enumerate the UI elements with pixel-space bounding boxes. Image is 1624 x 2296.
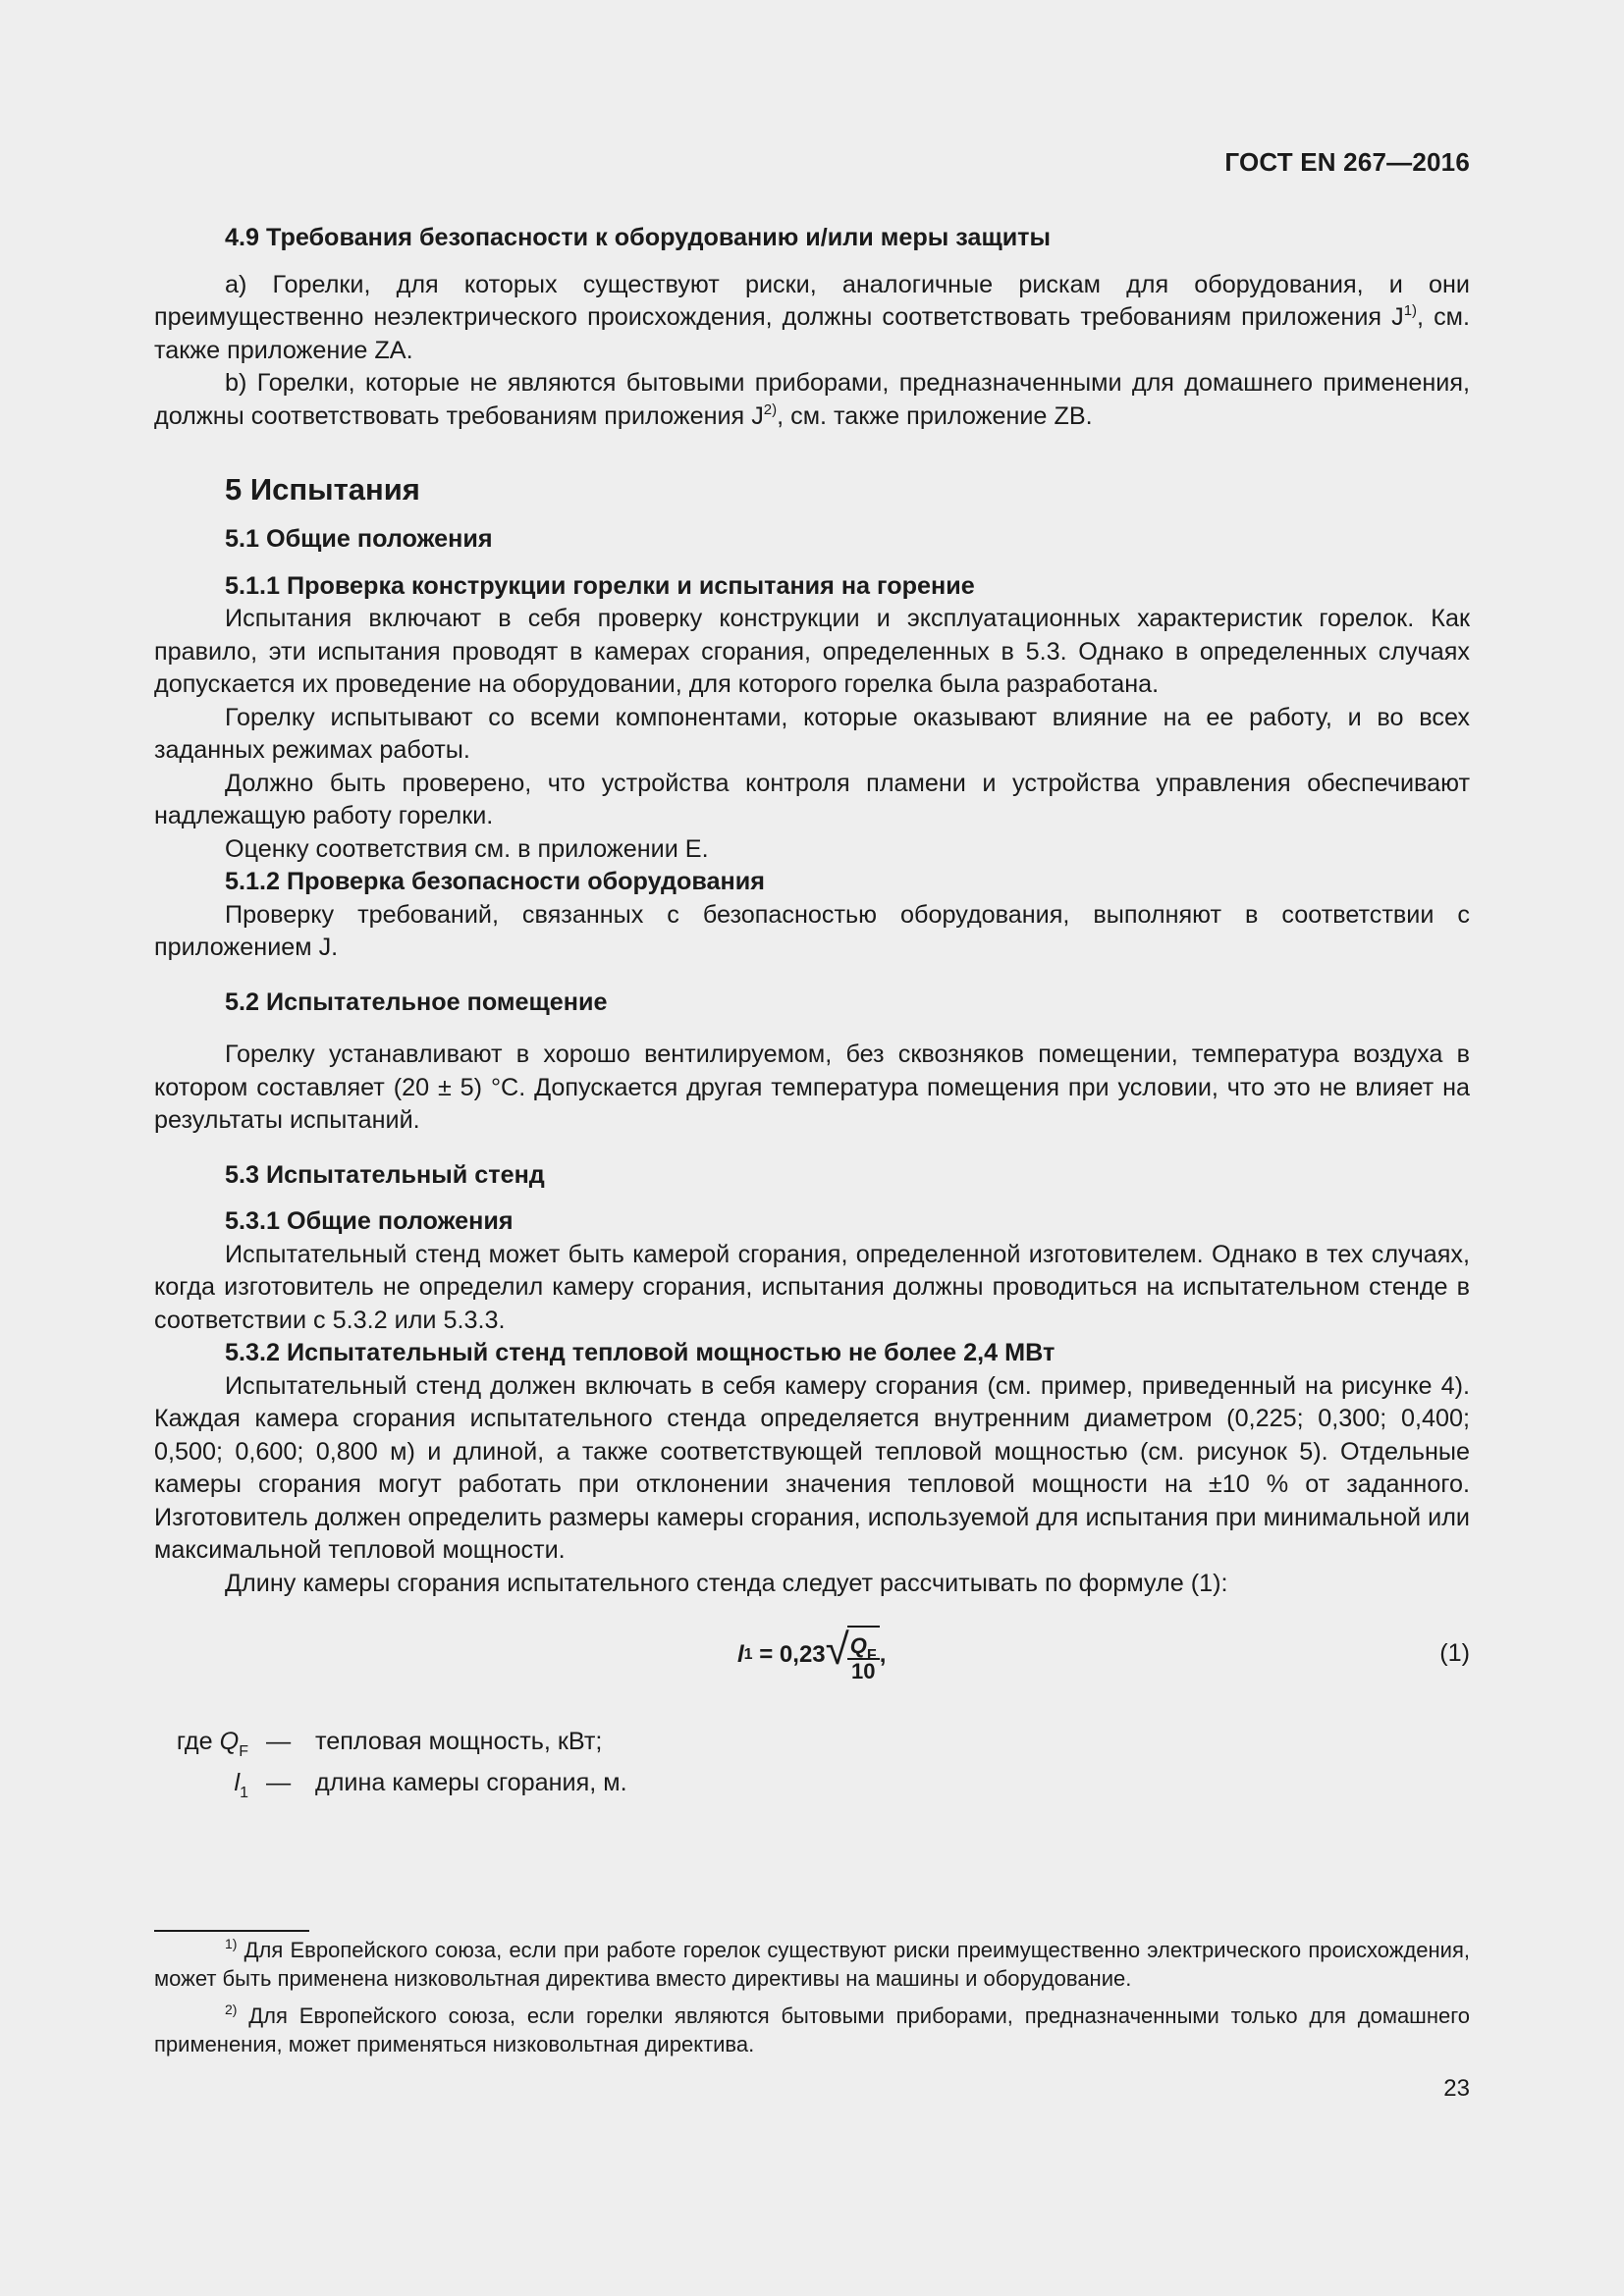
legend-where-word: где — [176, 1728, 213, 1755]
section-5-1-heading: 5.1 Общие положения — [225, 525, 493, 553]
formula-trailing-comma: , — [879, 1640, 887, 1668]
legend-row — [154, 1767, 1470, 1808]
main-content — [154, 222, 1470, 1808]
section-5-1-1-heading: 5.1.1 Проверка конструкции горелки и испытания на горение — [225, 571, 975, 600]
section-5-3-1-heading: 5.3.1 Общие положения — [225, 1207, 514, 1235]
footnote-mark: 2) — [225, 2002, 238, 2017]
fraction — [847, 1634, 880, 1683]
legend-sub: F — [239, 1743, 248, 1760]
paragraph-tail: , см. также приложение ZA. — [154, 303, 1470, 364]
legend-dash: — — [266, 1728, 292, 1755]
legend-symbol — [154, 1726, 266, 1759]
radical-sign-icon: √ — [825, 1626, 849, 1674]
paragraph-5-2-1: Горелку устанавливают в хорошо вентилируемом, без сквозняков помещении, температура воздуха в котором составляет (20 ± 5) °С. Допускается другая температура помещения при условии, что это не влияет на результаты испытаний. — [154, 1041, 1470, 1134]
footnote-divider — [154, 1930, 309, 1932]
numerator-subscript: F — [866, 1647, 877, 1664]
formula-lhs-variable: l — [737, 1640, 744, 1668]
legend-var: l — [234, 1769, 241, 1796]
paragraph-5-3-1-1: Испытательный стенд может быть камерой сгорания, определенной изготовителем. Однако в тех случаях, когда изготовитель не определил камеру сгорания, испытания должны проводиться на испытательном стенде в соответствии с 5.3.2 или 5.3.3. — [154, 1240, 1470, 1334]
legend-symbol — [154, 1767, 266, 1800]
paragraph-5-1-1-2: Горелку испытывают со всеми компонентами, которые оказывают влияние на ее работу, и во всех заданных режимах работы. — [154, 703, 1470, 764]
paragraph-5-3-2-1: Испытательный стенд должен включать в себя камеру сгорания (см. пример, приведенный на рисунке 4). Каждая камера сгорания испытательного стенда определяется внутренним диаметром (0,225; 0,300; 0,400; 0,500; 0,600; 0,800 м) и длиной, а также соответствующей тепловой мощностью (см. рисунок 5). Отдельные камеры сгорания могут работать при отклонении значения тепловой мощности на ±10 % от заданного. Изготовитель должен определить размеры камеры сгорания, используемой для испытания при минимальной или максимальной тепловой мощности. — [154, 1371, 1470, 1564]
section-5-1-2-heading: 5.1.2 Проверка безопасности оборудования — [225, 868, 765, 895]
section-5-heading: 5 Испытания — [225, 472, 420, 507]
section-5-3-heading: 5.3 Испытательный стенд — [225, 1160, 545, 1189]
paragraph-4-9-a — [154, 269, 1470, 368]
formula-legend — [154, 1726, 1470, 1808]
formula-expression: l 1 = 0,23 √ $\frac{Q_F}{10}$ , — [737, 1626, 887, 1683]
footnote-text: Для Европейского союза, если при работе горелок существуют риски преимущественно электрического происхождения, может быть применена низковольтная директива вместо директивы на машины и оборудование. — [154, 1938, 1470, 1991]
fraction-numerator — [847, 1633, 880, 1664]
fraction-denominator: 10 — [851, 1659, 876, 1683]
legend-sub: 1 — [240, 1785, 248, 1801]
formula-coefficient: = 0,23 — [752, 1640, 826, 1668]
paragraph-4-9-b — [154, 367, 1470, 433]
section-5-2-heading: 5.2 Испытательное помещение — [225, 988, 608, 1016]
footnote-text: Для Европейского союза, если горелки являются бытовыми приборами, предназначенными только для домашнего применения, может применяться низковольтная директива. — [154, 2003, 1470, 2056]
square-root — [826, 1626, 880, 1683]
document-code-header: ГОСТ EN 267—2016 — [1224, 147, 1470, 177]
footnote-ref-2: 2) — [763, 400, 778, 418]
footnote-ref-1: 1) — [1403, 302, 1418, 319]
footnote-mark: 1) — [225, 1936, 238, 1951]
paragraph-text: b) Горелки, которые не являются бытовыми приборами, предназначенными для домашнего применения, должны соответствовать требованиям приложения J — [154, 369, 1470, 430]
paragraph-tail: , см. также приложение ZB. — [777, 401, 1093, 430]
legend-description: тепловая мощность, кВт; — [315, 1728, 603, 1755]
footnote-2 — [154, 2002, 1470, 2058]
paragraph-5-3-2-2: Длину камеры сгорания испытательного стенда следует рассчитывать по формуле (1): — [225, 1569, 1228, 1597]
footnotes — [154, 1936, 1470, 2067]
legend-description: длина камеры сгорания, м. — [315, 1769, 627, 1796]
paragraph-5-1-1-1: Испытания включают в себя проверку конструкции и эксплуатационных характеристик горелок. Как правило, эти испытания проводят в камерах сгорания, определенных в 5.3. Однако в определенных случаях допускается их проведение на оборудовании, для которого горелка была разработана. — [154, 605, 1470, 698]
section-4-9-heading: 4.9 Требования безопасности к оборудованию и/или меры защиты — [225, 224, 1052, 251]
paragraph-5-1-1-4: Оценку соответствия см. в приложении Е. — [225, 834, 709, 863]
equation-number: (1) — [1439, 1639, 1470, 1667]
paragraph-5-1-1-3: Должно быть проверено, что устройства контроля пламени и устройства управления обеспечивают надлежащую работу горелки. — [154, 769, 1470, 829]
section-5-3-2-heading: 5.3.2 Испытательный стенд тепловой мощностью не более 2,4 МВт — [225, 1339, 1056, 1366]
paragraph-5-1-2-1: Проверку требований, связанных с безопасностью оборудования, выполняют в соответствии с приложением J. — [154, 900, 1470, 961]
footnote-1 — [154, 1936, 1470, 1993]
radicand — [847, 1626, 880, 1683]
paragraph-text: а) Горелки, для которых существуют риски, аналогичные рискам для оборудования, и они преимущественно неэлектрического происхождения, должны соответствовать требованиям приложения J — [154, 270, 1470, 331]
numerator-variable: Q — [849, 1633, 867, 1658]
page-number: 23 — [1443, 2075, 1470, 2102]
formula-block — [154, 1618, 1470, 1690]
legend-row — [154, 1726, 1470, 1767]
legend-var: Q — [219, 1728, 240, 1755]
legend-dash: — — [266, 1769, 292, 1796]
